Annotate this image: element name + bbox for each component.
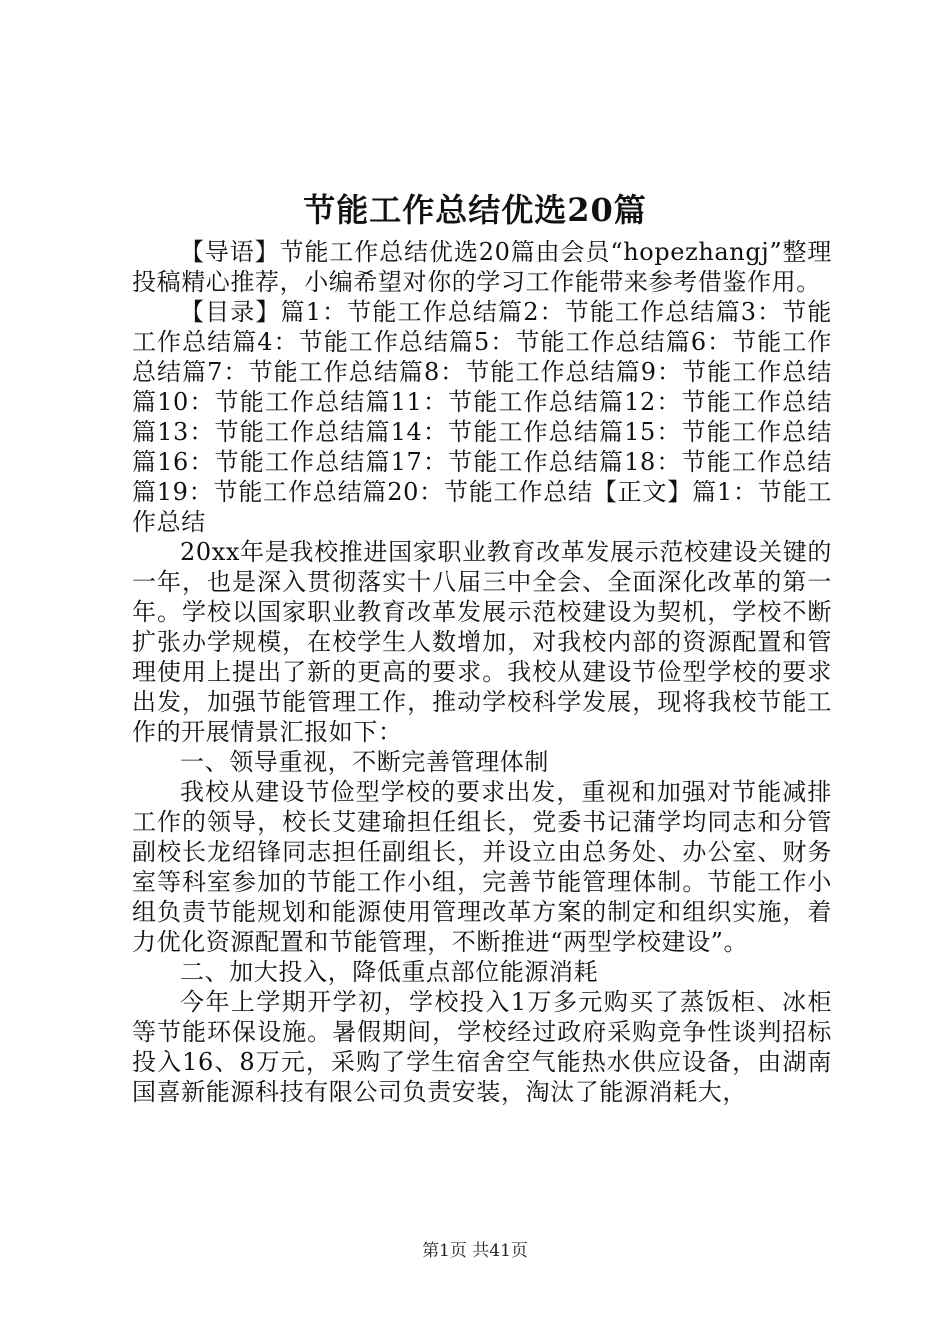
document-title: 节能工作总结优选20篇 (303, 191, 647, 229)
intro-paragraph: 【导语】节能工作总结优选20篇由会员“hopezhangj”整理投稿精心推荐，小编希望对你的学习工作能带来参考借鉴作用。 (132, 238, 832, 296)
section-heading: 一、领导重视，不断完善管理体制 (180, 748, 549, 776)
body-paragraph: 今年上学期开学初，学校投入1万多元购买了蒸饭柜、冰柜等节能环保设施。暑假期间，学校经过政府采购竞争性谈判招标投入16、8万元，采购了学生宿舍空气能热水供应设备，由湖南国喜新能源科技有限公司负责安装，淘汰了能源消耗大， (132, 988, 832, 1106)
body-paragraph: 20xx年是我校推进国家职业教育改革发展示范校建设关键的一年，也是深入贯彻落实十八届三中全会、全面深化改革的第一年。学校以国家职业教育改革发展示范校建设为契机，学校不断扩张办学规模，在校学生人数增加，对我校内部的资源配置和管理使用上提出了新的更高的要求。我校从建设节俭型学校的要求出发，加强节能管理工作，推动学校科学发展，现将我校节能工作的开展情景汇报如下： (132, 538, 832, 746)
section-heading: 二、加大投入，降低重点部位能源消耗 (180, 958, 599, 986)
body-paragraph: 我校从建设节俭型学校的要求出发，重视和加强对节能减排工作的领导，校长艾建瑜担任组长，党委书记蒲学均同志和分管副校长龙绍锋同志担任副组长，并设立由总务处、办公室、财务室等科室参加的节能工作小组，完善节能管理体制。节能工作小组负责节能规划和能源使用管理改革方案的制定和组织实施，着力优化资源配置和节能管理，不断推进“两型学校建设”。 (132, 778, 832, 956)
document-body (132, 237, 832, 1107)
page-number-footer: 第1页 共41页 (422, 1241, 528, 1261)
toc-paragraph: 【目录】篇1：节能工作总结篇2：节能工作总结篇3：节能工作总结篇4：节能工作总结篇5：节能工作总结篇6：节能工作总结篇7：节能工作总结篇8：节能工作总结篇9：节能工作总结篇10：节能工作总结篇11：节能工作总结篇12：节能工作总结篇13：节能工作总结篇14：节能工作总结篇15：节能工作总结篇16：节能工作总结篇17：节能工作总结篇18：节能工作总结篇19：节能工作总结篇20：节能工作总结【正文】篇1：节能工作总结 (132, 298, 832, 536)
